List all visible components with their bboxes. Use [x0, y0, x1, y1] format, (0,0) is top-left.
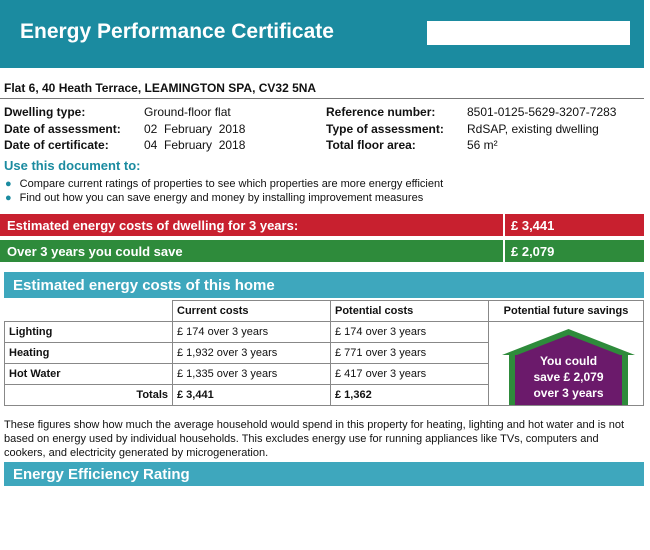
- current-cost-cell: £ 174 over 3 years: [173, 322, 331, 343]
- certificate-title: Energy Performance Certificate: [20, 20, 334, 43]
- estimated-costs-value: £ 3,441: [511, 218, 555, 233]
- potential-cost-cell: £ 771 over 3 years: [331, 343, 489, 364]
- rating-section-title: Energy Efficiency Rating: [13, 466, 190, 483]
- property-address: Flat 6, 40 Heath Terrace, LEAMINGTON SPA, CV32 5NA: [4, 81, 317, 95]
- dwelling-type-label: Dwelling type:: [4, 105, 86, 119]
- explanation-text: These figures show how much the average household would spend in this property for heating, lighting and hot water and is not based on energy used by individual households. This excludes energy use for running appliances like TVs, computers and cookers, and electricity generated by microgeneration.: [4, 419, 625, 459]
- divider: [503, 214, 505, 236]
- certificate-date-value: 04 February 2018: [144, 138, 246, 152]
- dwelling-type-value: Ground-floor flat: [144, 105, 231, 119]
- assessment-type-value: RdSAP, existing dwelling: [467, 122, 599, 136]
- certificate-date-label: Date of certificate:: [4, 138, 109, 152]
- table-header-row: [5, 301, 644, 322]
- reference-value: 8501-0125-5629-3207-7283: [467, 105, 617, 119]
- total-current-cell: £ 3,441: [173, 385, 331, 406]
- savings-header: Potential future savings: [489, 301, 644, 322]
- estimated-costs-label: Estimated energy costs of dwelling for 3 years:: [7, 218, 299, 233]
- rating-section-header: [4, 462, 644, 486]
- estimated-costs-bar: [0, 214, 644, 236]
- row-label: Heating: [5, 343, 173, 364]
- potential-cost-cell: £ 174 over 3 years: [331, 322, 489, 343]
- current-costs-header: Current costs: [173, 301, 331, 322]
- reference-label: Reference number:: [326, 105, 436, 119]
- assessment-date-value: 02 February 2018: [144, 122, 246, 136]
- row-label: Hot Water: [5, 364, 173, 385]
- current-cost-cell: £ 1,932 over 3 years: [173, 343, 331, 364]
- certificate-header: [0, 0, 644, 68]
- potential-cost-cell: £ 417 over 3 years: [331, 364, 489, 385]
- savings-bar: [0, 240, 644, 262]
- divider: [503, 240, 505, 262]
- totals-label: Totals: [5, 385, 173, 406]
- use-document-title: Use this document to:: [4, 158, 141, 173]
- costs-section-title: Estimated energy costs of this home: [13, 277, 275, 294]
- savings-label: Over 3 years you could save: [7, 244, 183, 259]
- potential-costs-header: Potential costs: [331, 301, 489, 322]
- divider: [0, 98, 644, 99]
- blank-box: [427, 21, 630, 45]
- floor-area-label: Total floor area:: [326, 138, 416, 152]
- floor-area-value: 56 m²: [467, 138, 498, 152]
- total-potential-cell: £ 1,362: [331, 385, 489, 406]
- assessment-type-label: Type of assessment:: [326, 122, 444, 136]
- list-item: ● Find out how you can save energy and money by installing improvement measures: [5, 192, 424, 204]
- savings-house-badge: [502, 329, 635, 405]
- costs-section-header: [4, 272, 644, 298]
- assessment-date-label: Date of assessment:: [4, 122, 121, 136]
- row-label: Lighting: [5, 322, 173, 343]
- savings-value: £ 2,079: [511, 244, 555, 259]
- savings-message: You could save £ 2,079 over 3 years: [533, 354, 604, 400]
- list-item: ● Compare current ratings of properties to see which properties are more energy efficient: [5, 178, 444, 190]
- bullet-icon: ●: [5, 192, 12, 204]
- bullet-icon: ●: [5, 178, 12, 190]
- current-cost-cell: £ 1,335 over 3 years: [173, 364, 331, 385]
